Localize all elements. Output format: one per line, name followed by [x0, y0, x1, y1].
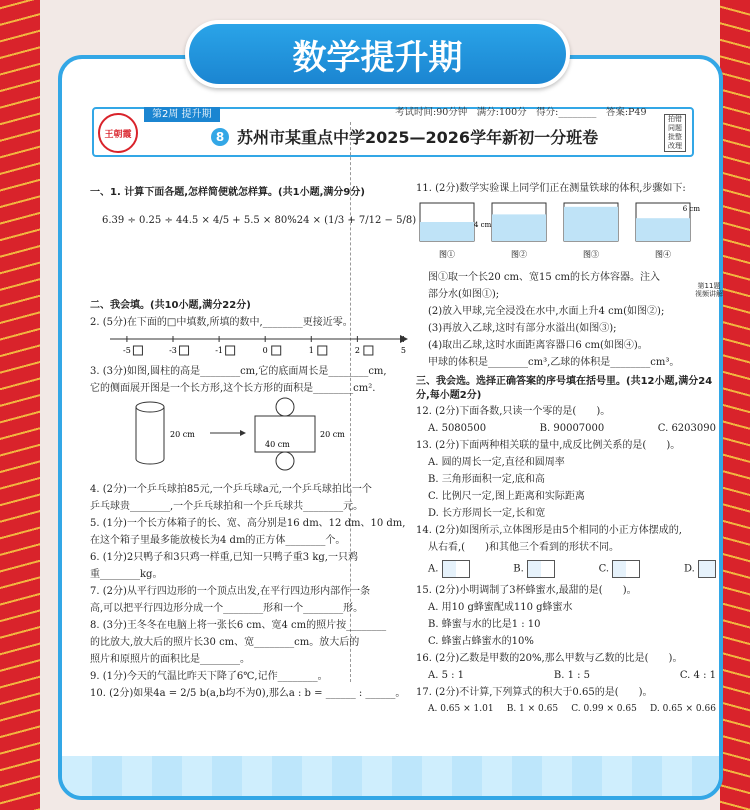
option-letter: A. [428, 563, 439, 575]
tank-water [420, 222, 474, 241]
right-decorative-border [720, 0, 750, 810]
cylinder-figure [130, 397, 430, 475]
option: A. 5 : 1 [428, 670, 465, 681]
question-14-options [416, 556, 716, 582]
rectangle-width-label: 20 cm [320, 430, 345, 439]
number-line-answer-box[interactable] [272, 346, 281, 355]
option: C. 蜂蜜占蜂蜜水的10% [428, 636, 534, 647]
number-line-label: 0 [262, 346, 268, 355]
tank-dimension-label: 6 cm [682, 205, 700, 213]
option: D. 0.65 × 0.66 [650, 704, 716, 714]
paper-number: 8 [211, 128, 229, 146]
number-line-label: -5 [123, 346, 131, 355]
question-8-line-2: 的比放大,放大后的照片长30 cm、宽________cm。放大后的 [90, 637, 360, 648]
card-bottom-stripe [62, 756, 719, 796]
tank-label: 图③ [583, 250, 599, 259]
question-6-line-2: 重________kg。 [90, 569, 163, 580]
video-badge: 第11题 视频讲解 [695, 282, 723, 298]
question-11-step-3: (3)再放入乙球,这时有部分水溢出(如图③); [428, 323, 617, 334]
cylinder-height-label: 20 cm [170, 430, 195, 439]
question-12-options [416, 420, 716, 437]
option: A. 0.65 × 1.01 [428, 704, 494, 714]
question-16: 16. (2分)乙数是甲数的20%,那么甲数与乙数的比是( )。 [416, 653, 683, 664]
cube-icon [527, 560, 555, 578]
question-4-line-1: 4. (2分)一个乒乓球拍85元,一个乒乓球a元,一个乒乓球拍比一个 [90, 484, 372, 495]
option: C. 6203090 [657, 423, 716, 434]
side-tag-line: 同题 [668, 124, 682, 132]
option: A. 用10 g蜂蜜配成110 g蜂蜜水 [428, 602, 573, 613]
option: B. 三角形面积一定,底和高 [428, 474, 545, 485]
right-column [416, 180, 716, 718]
option: B. 1 : 5 [553, 670, 591, 681]
question-5-line-1: 5. (1分)一个长方体箱子的长、宽、高分别是16 dm、12 dm、10 dm, [90, 518, 406, 529]
question-3-line-1: 3. (3分)如图,圆柱的高是________cm,它的底面周长是________cm, [90, 366, 387, 377]
question-17: 17. (2分)不计算,下列算式的积大于0.65的是( )。 [416, 687, 653, 698]
calc-item: 4.5 × 4/5 + 5.5 × 80% [182, 214, 297, 226]
tank-figures [416, 197, 716, 263]
question-12: 12. (2分)下面各数,只读一个零的是( )。 [416, 406, 611, 417]
option-b [513, 560, 555, 578]
option-a [428, 560, 470, 578]
question-11-answer: 甲球的体积是________cm³,乙球的体积是________cm³。 [428, 357, 680, 368]
calc-item: 24 × (1/3 + 7/12 − 5/8) [296, 214, 417, 226]
question-10: 10. (2分)如果4a = 2/5 b(a,b均不为0),那么a : b = ______ : ______。 [90, 688, 406, 699]
option: B. 90007000 [539, 423, 605, 434]
number-line-label: 5 [400, 346, 407, 355]
question-11-step-1b: 部分水(如图①); [428, 289, 500, 300]
question-13: 13. (2分)下面两种相关联的量中,成反比例关系的是( )。 [416, 440, 681, 451]
tank-label: 图① [439, 250, 455, 259]
side-tag [664, 114, 686, 152]
week-tag: 第2周 提升期 [144, 107, 220, 122]
exam-info: 考试时间:90分钟 满分:100分 得分:________ 答案:P49 [395, 107, 647, 118]
question-8-line-3: 照片和原照片的面积比是________。 [90, 654, 250, 665]
question-9: 9. (1分)今天的气温比昨天下降了6℃,记作________。 [90, 671, 328, 682]
number-line-label: -1 [215, 346, 223, 355]
section-1-heading: 一、1. 计算下面各题,怎样简便就怎样算。(共1小题,满分9分) [90, 187, 365, 198]
option: A. 5080500 [428, 423, 487, 434]
question-14-line-1: 14. (2分)如图所示,立体图形是由5个相同的小正方体摆成的, [416, 525, 682, 536]
question-2: 2. (5分)在下面的□中填数,所填的数中,________更接近零。 [90, 317, 353, 328]
cube-icon [698, 560, 716, 578]
left-decorative-border [0, 0, 40, 810]
question-14-line-2: 从右看,( )和其他三个看到的形状不同。 [428, 542, 619, 553]
tank-water [564, 207, 618, 241]
question-6-line-1: 6. (1分)2只鸭子和3只鸡一样重,已知一只鸭子重3 kg,一只鸡 [90, 552, 358, 563]
question-11-line-1: 11. (2分)数学实验课上同学们正在测量铁球的体积,步骤如下: [416, 183, 686, 194]
number-line [110, 331, 410, 357]
question-5-line-2: 在这个箱子里最多能放棱长为4 dm的正方体________个。 [90, 535, 346, 546]
side-tag-line: 改理 [668, 142, 682, 150]
left-column [90, 180, 417, 702]
option-letter: C. [598, 563, 610, 575]
tank-label: 图④ [655, 250, 671, 259]
option: D. 长方形周长一定,长和宽 [428, 508, 546, 519]
question-3-line-2: 它的侧面展开图是一个长方形,这个长方形的面积是________cm². [90, 383, 376, 394]
option-c [599, 560, 641, 578]
number-line-answer-box[interactable] [133, 346, 142, 355]
cube-icon [442, 560, 470, 578]
cube-icon [612, 560, 640, 578]
option-d [684, 560, 716, 578]
tank-dimension-label: 4 cm [474, 221, 492, 229]
question-11-step-2: (2)放入甲球,完全浸没在水中,水面上升4 cm(如图②); [428, 306, 665, 317]
option: B. 蜂蜜与水的比是1 : 10 [428, 619, 541, 630]
side-tag-line: 拍错 [668, 115, 682, 123]
question-7-line-1: 7. (2分)从平行四边形的一个顶点出发,在平行四边形内部作一条 [90, 586, 371, 597]
question-11-step-1: 图①取一个长20 cm、宽15 cm的长方体容器。注入 [428, 272, 660, 283]
tank-water [492, 214, 546, 241]
option-letter: B. [513, 563, 524, 575]
question-7-line-2: 高,可以把平行四边形分成一个________形和一个________形。 [90, 603, 364, 614]
option-letter: D. [683, 563, 695, 575]
rectangle-length-label: 40 cm [265, 440, 290, 449]
number-line-label: 1 [308, 346, 314, 355]
option: C. 0.99 × 0.65 [571, 704, 637, 714]
option: B. 1 × 0.65 [506, 704, 559, 714]
side-tag-line: 批整 [668, 133, 682, 141]
question-11-step-4: (4)取出乙球,这时水面距离容器口6 cm(如图④)。 [428, 340, 648, 351]
tank-water [636, 218, 690, 241]
exam-title: 苏州市某重点中学2025—2026学年新初一分班卷 [237, 128, 599, 147]
question-16-options [416, 667, 716, 684]
question-4-line-2: 乒乓球贵________,一个乒乓球拍和一个乒乓球共________元。 [90, 501, 364, 512]
calc-row [90, 207, 417, 233]
number-line-label: 2 [354, 346, 360, 355]
number-line-answer-box[interactable] [226, 346, 235, 355]
tank-label: 图② [511, 250, 527, 259]
number-line-label: -3 [169, 346, 177, 355]
option: A. 圆的周长一定,直径和圆周率 [428, 457, 565, 468]
publisher-logo: 王朝霞 [98, 113, 138, 153]
option: C. 比例尺一定,图上距离和实际距离 [428, 491, 585, 502]
question-15: 15. (2分)小明调制了3杯蜂蜜水,最甜的是( )。 [416, 585, 637, 596]
question-17-options [416, 701, 716, 718]
number-line-answer-box[interactable] [180, 346, 189, 355]
section-2-heading: 二、我会填。(共10小题,满分22分) [90, 300, 251, 311]
calc-item: 6.39 ÷ 0.25 ÷ 4 [102, 214, 183, 226]
section-3-heading: 三、我会选。选择正确答案的序号填在括号里。(共12小题,满分24分,每小题2分) [416, 376, 713, 401]
page-banner: 数学提升期 [185, 20, 570, 88]
option: C. 4 : 1 [679, 670, 716, 681]
number-line-answer-box[interactable] [364, 346, 373, 355]
question-8-line-1: 8. (3分)王冬冬在电脑上将一张长6 cm、宽4 cm的照片按________ [90, 620, 387, 631]
number-line-answer-box[interactable] [318, 346, 327, 355]
